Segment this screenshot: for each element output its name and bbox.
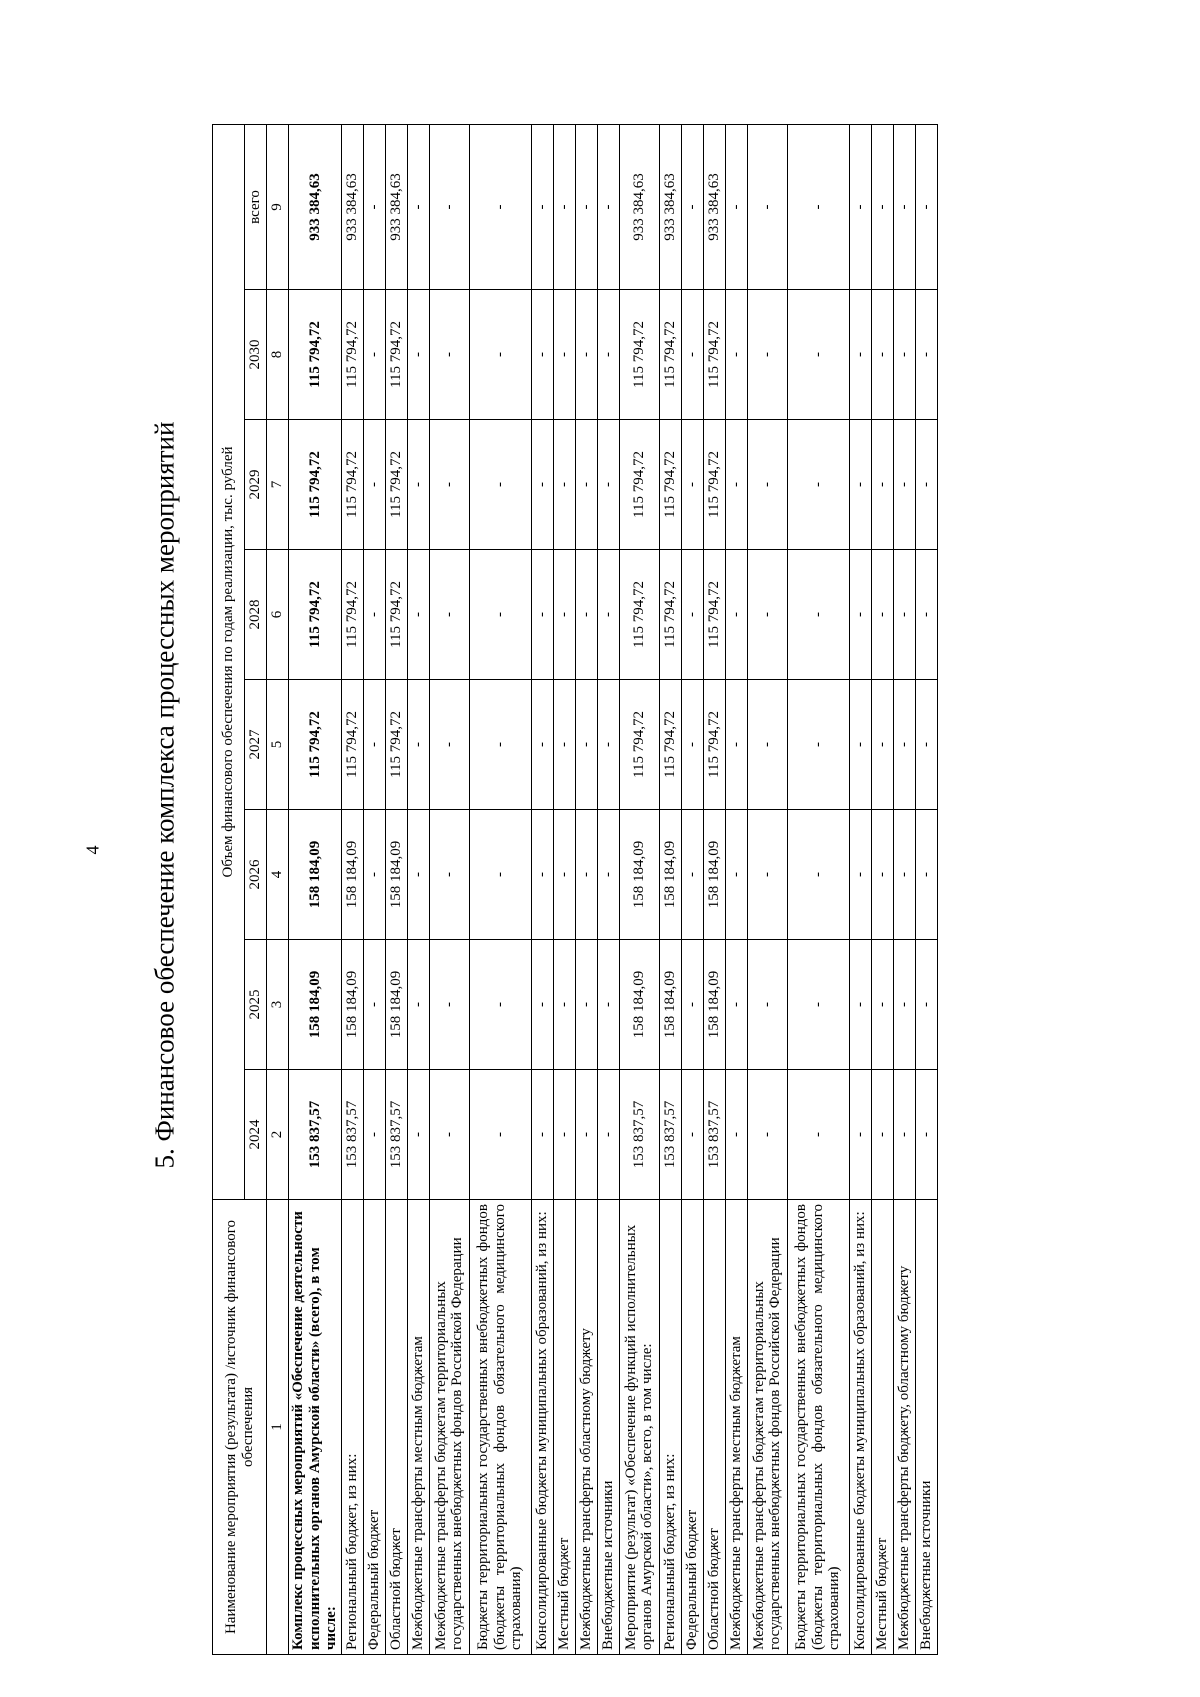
value-cell: - xyxy=(429,1070,469,1200)
value-cell: - xyxy=(531,1070,553,1200)
total-cell: - xyxy=(407,124,429,289)
value-cell: 158 184,09 xyxy=(659,940,681,1070)
column-number: 4 xyxy=(267,810,289,940)
value-cell: - xyxy=(553,1070,575,1200)
value-cell: - xyxy=(469,940,531,1070)
value-cell: - xyxy=(407,810,429,940)
value-cell: - xyxy=(363,550,385,680)
value-cell: - xyxy=(553,290,575,420)
row-name: Внебюджетные источники xyxy=(915,1200,937,1655)
row-name: Федеральный бюджет xyxy=(363,1200,385,1655)
value-cell: 115 794,72 xyxy=(659,550,681,680)
column-number: 9 xyxy=(267,124,289,289)
value-cell: 115 794,72 xyxy=(659,680,681,810)
value-cell: - xyxy=(553,680,575,810)
row-name: Консолидированные бюджеты муниципальных образований, из них: xyxy=(849,1200,871,1655)
value-cell: - xyxy=(725,420,747,550)
row-name: Межбюджетные трансферты бюджетам территориальных государственных внебюджетных фондов Российской Федерации xyxy=(747,1200,787,1655)
table-row xyxy=(407,124,429,1654)
value-cell: 115 794,72 xyxy=(385,550,407,680)
value-cell: - xyxy=(725,550,747,680)
value-cell: 115 794,72 xyxy=(703,290,725,420)
table-row xyxy=(787,124,849,1654)
value-cell: - xyxy=(725,810,747,940)
table-body xyxy=(289,124,938,1654)
table-row xyxy=(341,124,363,1654)
value-cell: - xyxy=(915,420,937,550)
value-cell: - xyxy=(849,810,871,940)
value-cell: 158 184,09 xyxy=(385,940,407,1070)
value-cell: - xyxy=(553,420,575,550)
value-cell: - xyxy=(849,1070,871,1200)
table-row xyxy=(915,124,937,1654)
value-cell: - xyxy=(849,940,871,1070)
column-number: 2 xyxy=(267,1070,289,1200)
table-row xyxy=(871,124,893,1654)
value-cell: 158 184,09 xyxy=(385,810,407,940)
value-cell: 158 184,09 xyxy=(289,810,342,940)
value-cell: - xyxy=(681,1070,703,1200)
section-title: 5. Финансовое обеспечение комплекса процессных мероприятий xyxy=(149,421,180,1169)
value-cell: - xyxy=(469,810,531,940)
value-cell: 115 794,72 xyxy=(619,290,659,420)
total-cell: - xyxy=(429,124,469,289)
value-cell: - xyxy=(787,550,849,680)
value-cell: 115 794,72 xyxy=(289,550,342,680)
value-cell: 158 184,09 xyxy=(341,940,363,1070)
total-cell: 933 384,63 xyxy=(385,124,407,289)
value-cell: 115 794,72 xyxy=(659,420,681,550)
value-cell: - xyxy=(597,940,619,1070)
value-cell: - xyxy=(429,680,469,810)
value-cell: - xyxy=(871,810,893,940)
value-cell: - xyxy=(407,420,429,550)
value-cell: - xyxy=(787,420,849,550)
table-row xyxy=(575,124,597,1654)
table-row xyxy=(289,124,342,1654)
value-cell: - xyxy=(407,940,429,1070)
column-number: 8 xyxy=(267,290,289,420)
row-name: Межбюджетные трансферты бюджетам территориальных государственных внебюджетных фондов Российской Федерации xyxy=(429,1200,469,1655)
value-cell: - xyxy=(363,940,385,1070)
value-cell: - xyxy=(407,550,429,680)
value-cell: 115 794,72 xyxy=(341,420,363,550)
table-row xyxy=(597,124,619,1654)
value-cell: - xyxy=(575,290,597,420)
value-cell: - xyxy=(469,550,531,680)
year-header: 2027 xyxy=(245,680,267,810)
value-cell: 158 184,09 xyxy=(703,810,725,940)
value-cell: - xyxy=(849,550,871,680)
value-cell: - xyxy=(597,290,619,420)
table-row xyxy=(429,124,469,1654)
header-volume: Объем финансового обеспечения по годам реализации, тыс. рублей xyxy=(213,124,245,1199)
value-cell: - xyxy=(747,680,787,810)
value-cell: 158 184,09 xyxy=(703,940,725,1070)
value-cell: - xyxy=(531,550,553,680)
table-row xyxy=(659,124,681,1654)
value-cell: - xyxy=(575,810,597,940)
row-name: Консолидированные бюджеты муниципальных образований, из них: xyxy=(531,1200,553,1655)
value-cell: - xyxy=(681,680,703,810)
value-cell: - xyxy=(681,290,703,420)
value-cell: - xyxy=(871,680,893,810)
value-cell: 158 184,09 xyxy=(619,940,659,1070)
table-row xyxy=(531,124,553,1654)
value-cell: - xyxy=(553,810,575,940)
row-name: Комплекс процессных мероприятий «Обеспечение деятельности исполнительных органов Амурской области» (всего), в том числе: xyxy=(289,1200,342,1655)
value-cell: - xyxy=(469,420,531,550)
year-header: 2024 xyxy=(245,1070,267,1200)
value-cell: 158 184,09 xyxy=(341,810,363,940)
value-cell: - xyxy=(871,290,893,420)
total-cell: - xyxy=(893,124,915,289)
value-cell: - xyxy=(787,810,849,940)
value-cell: - xyxy=(849,420,871,550)
total-cell: - xyxy=(363,124,385,289)
table-row xyxy=(703,124,725,1654)
row-name: Местный бюджет xyxy=(871,1200,893,1655)
value-cell: 115 794,72 xyxy=(385,680,407,810)
value-cell: - xyxy=(575,680,597,810)
value-cell: - xyxy=(787,940,849,1070)
value-cell: - xyxy=(363,1070,385,1200)
total-cell: 933 384,63 xyxy=(289,124,342,289)
total-cell: - xyxy=(849,124,871,289)
value-cell: - xyxy=(725,680,747,810)
value-cell: 158 184,09 xyxy=(619,810,659,940)
value-cell: - xyxy=(681,420,703,550)
row-name: Областной бюджет xyxy=(385,1200,407,1655)
value-cell: - xyxy=(531,810,553,940)
value-cell: - xyxy=(363,420,385,550)
value-cell: 115 794,72 xyxy=(619,680,659,810)
value-cell: - xyxy=(747,550,787,680)
value-cell: - xyxy=(893,940,915,1070)
value-cell: - xyxy=(893,810,915,940)
value-cell: 115 794,72 xyxy=(703,420,725,550)
value-cell: - xyxy=(787,680,849,810)
row-name: Межбюджетные трансферты бюджету, областному бюджету xyxy=(893,1200,915,1655)
column-number: 5 xyxy=(267,680,289,810)
value-cell: - xyxy=(597,420,619,550)
total-cell: 933 384,63 xyxy=(341,124,363,289)
column-number: 7 xyxy=(267,420,289,550)
value-cell: 115 794,72 xyxy=(703,550,725,680)
value-cell: - xyxy=(747,1070,787,1200)
row-name: Бюджеты территориальных государственных внебюджетных фондов (бюджеты территориальных фондов обязательного медицинского страхования) xyxy=(787,1200,849,1655)
value-cell: - xyxy=(915,810,937,940)
total-cell: 933 384,63 xyxy=(703,124,725,289)
value-cell: - xyxy=(871,940,893,1070)
value-cell: 115 794,72 xyxy=(659,290,681,420)
total-cell: - xyxy=(597,124,619,289)
value-cell: - xyxy=(575,550,597,680)
year-header: 2025 xyxy=(245,940,267,1070)
total-cell: - xyxy=(531,124,553,289)
value-cell: - xyxy=(531,940,553,1070)
value-cell: - xyxy=(597,810,619,940)
value-cell: - xyxy=(849,290,871,420)
table-row xyxy=(363,124,385,1654)
value-cell: - xyxy=(407,1070,429,1200)
value-cell: - xyxy=(363,290,385,420)
value-cell: - xyxy=(893,290,915,420)
value-cell: - xyxy=(531,420,553,550)
value-cell: - xyxy=(469,290,531,420)
table-row xyxy=(725,124,747,1654)
value-cell: - xyxy=(553,940,575,1070)
row-name: Областной бюджет xyxy=(703,1200,725,1655)
total-cell: - xyxy=(787,124,849,289)
value-cell: - xyxy=(893,1070,915,1200)
total-cell: - xyxy=(469,124,531,289)
total-cell: - xyxy=(575,124,597,289)
value-cell: - xyxy=(597,550,619,680)
total-cell: - xyxy=(681,124,703,289)
row-name: Региональный бюджет, из них: xyxy=(659,1200,681,1655)
value-cell: - xyxy=(429,420,469,550)
value-cell: - xyxy=(429,290,469,420)
total-cell: - xyxy=(871,124,893,289)
value-cell: - xyxy=(575,420,597,550)
value-cell: - xyxy=(893,420,915,550)
row-name: Внебюджетные источники xyxy=(597,1200,619,1655)
value-cell: 153 837,57 xyxy=(289,1070,342,1200)
table-row xyxy=(553,124,575,1654)
value-cell: - xyxy=(363,680,385,810)
row-name: Межбюджетные трансферты местным бюджетам xyxy=(407,1200,429,1655)
value-cell: 115 794,72 xyxy=(341,550,363,680)
table-row xyxy=(385,124,407,1654)
year-header: 2028 xyxy=(245,550,267,680)
value-cell: 115 794,72 xyxy=(385,290,407,420)
row-name: Бюджеты территориальных государственных внебюджетных фондов (бюджеты территориальных фондов обязательного медицинского страхования) xyxy=(469,1200,531,1655)
value-cell: - xyxy=(915,940,937,1070)
value-cell: - xyxy=(747,940,787,1070)
page-number: 4 xyxy=(82,845,103,855)
total-cell: 933 384,63 xyxy=(659,124,681,289)
table-row xyxy=(893,124,915,1654)
value-cell: 115 794,72 xyxy=(341,290,363,420)
value-cell: - xyxy=(469,680,531,810)
value-cell: - xyxy=(915,680,937,810)
row-name: Мероприятие (результат) «Обеспечение функций исполнительных органов Амурской области», всего, в том числе: xyxy=(619,1200,659,1655)
value-cell: - xyxy=(871,550,893,680)
value-cell: 115 794,72 xyxy=(341,680,363,810)
value-cell: - xyxy=(871,1070,893,1200)
total-cell: - xyxy=(553,124,575,289)
value-cell: - xyxy=(429,550,469,680)
value-cell: - xyxy=(915,1070,937,1200)
value-cell: - xyxy=(597,1070,619,1200)
value-cell: 115 794,72 xyxy=(289,420,342,550)
value-cell: - xyxy=(407,290,429,420)
table-row xyxy=(619,124,659,1654)
table-row xyxy=(849,124,871,1654)
value-cell: - xyxy=(531,290,553,420)
financing-table xyxy=(212,124,938,1655)
table-row xyxy=(681,124,703,1654)
financing-table-container xyxy=(212,125,934,1655)
value-cell: - xyxy=(893,680,915,810)
value-cell: 153 837,57 xyxy=(385,1070,407,1200)
value-cell: - xyxy=(429,810,469,940)
value-cell: - xyxy=(787,290,849,420)
value-cell: - xyxy=(363,810,385,940)
value-cell: 115 794,72 xyxy=(619,420,659,550)
value-cell: 153 837,57 xyxy=(341,1070,363,1200)
year-header: 2026 xyxy=(245,810,267,940)
value-cell: - xyxy=(575,1070,597,1200)
table-row xyxy=(747,124,787,1654)
value-cell: - xyxy=(747,420,787,550)
total-cell: - xyxy=(747,124,787,289)
table-row xyxy=(469,124,531,1654)
header-name: Наименование мероприятия (результата) /источник финансового обеспечения xyxy=(213,1200,267,1655)
value-cell: - xyxy=(575,940,597,1070)
value-cell: - xyxy=(725,290,747,420)
value-cell: - xyxy=(747,810,787,940)
value-cell: 115 794,72 xyxy=(703,680,725,810)
value-cell: - xyxy=(893,550,915,680)
year-header: 2029 xyxy=(245,420,267,550)
value-cell: - xyxy=(915,550,937,680)
value-cell: - xyxy=(469,1070,531,1200)
value-cell: - xyxy=(725,940,747,1070)
value-cell: 153 837,57 xyxy=(619,1070,659,1200)
value-cell: - xyxy=(531,680,553,810)
value-cell: - xyxy=(849,680,871,810)
value-cell: - xyxy=(681,810,703,940)
total-cell: - xyxy=(915,124,937,289)
row-name: Местный бюджет xyxy=(553,1200,575,1655)
row-name: Региональный бюджет, из них: xyxy=(341,1200,363,1655)
row-name: Межбюджетные трансферты областному бюджету xyxy=(575,1200,597,1655)
value-cell: - xyxy=(429,940,469,1070)
row-name: Федеральный бюджет xyxy=(681,1200,703,1655)
year-header: 2030 xyxy=(245,290,267,420)
value-cell: 115 794,72 xyxy=(619,550,659,680)
value-cell: - xyxy=(871,420,893,550)
value-cell: 115 794,72 xyxy=(385,420,407,550)
column-number: 1 xyxy=(267,1200,289,1655)
value-cell: - xyxy=(747,290,787,420)
value-cell: - xyxy=(681,940,703,1070)
value-cell: 158 184,09 xyxy=(659,810,681,940)
value-cell: - xyxy=(407,680,429,810)
value-cell: 153 837,57 xyxy=(703,1070,725,1200)
value-cell: - xyxy=(725,1070,747,1200)
row-name: Межбюджетные трансферты местным бюджетам xyxy=(725,1200,747,1655)
column-number: 3 xyxy=(267,940,289,1070)
value-cell: - xyxy=(597,680,619,810)
total-header: всего xyxy=(245,124,267,289)
value-cell: 115 794,72 xyxy=(289,290,342,420)
value-cell: 153 837,57 xyxy=(659,1070,681,1200)
value-cell: - xyxy=(915,290,937,420)
total-cell: 933 384,63 xyxy=(619,124,659,289)
value-cell: - xyxy=(681,550,703,680)
value-cell: 115 794,72 xyxy=(289,680,342,810)
value-cell: - xyxy=(553,550,575,680)
value-cell: 158 184,09 xyxy=(289,940,342,1070)
value-cell: - xyxy=(787,1070,849,1200)
total-cell: - xyxy=(725,124,747,289)
column-number: 6 xyxy=(267,550,289,680)
